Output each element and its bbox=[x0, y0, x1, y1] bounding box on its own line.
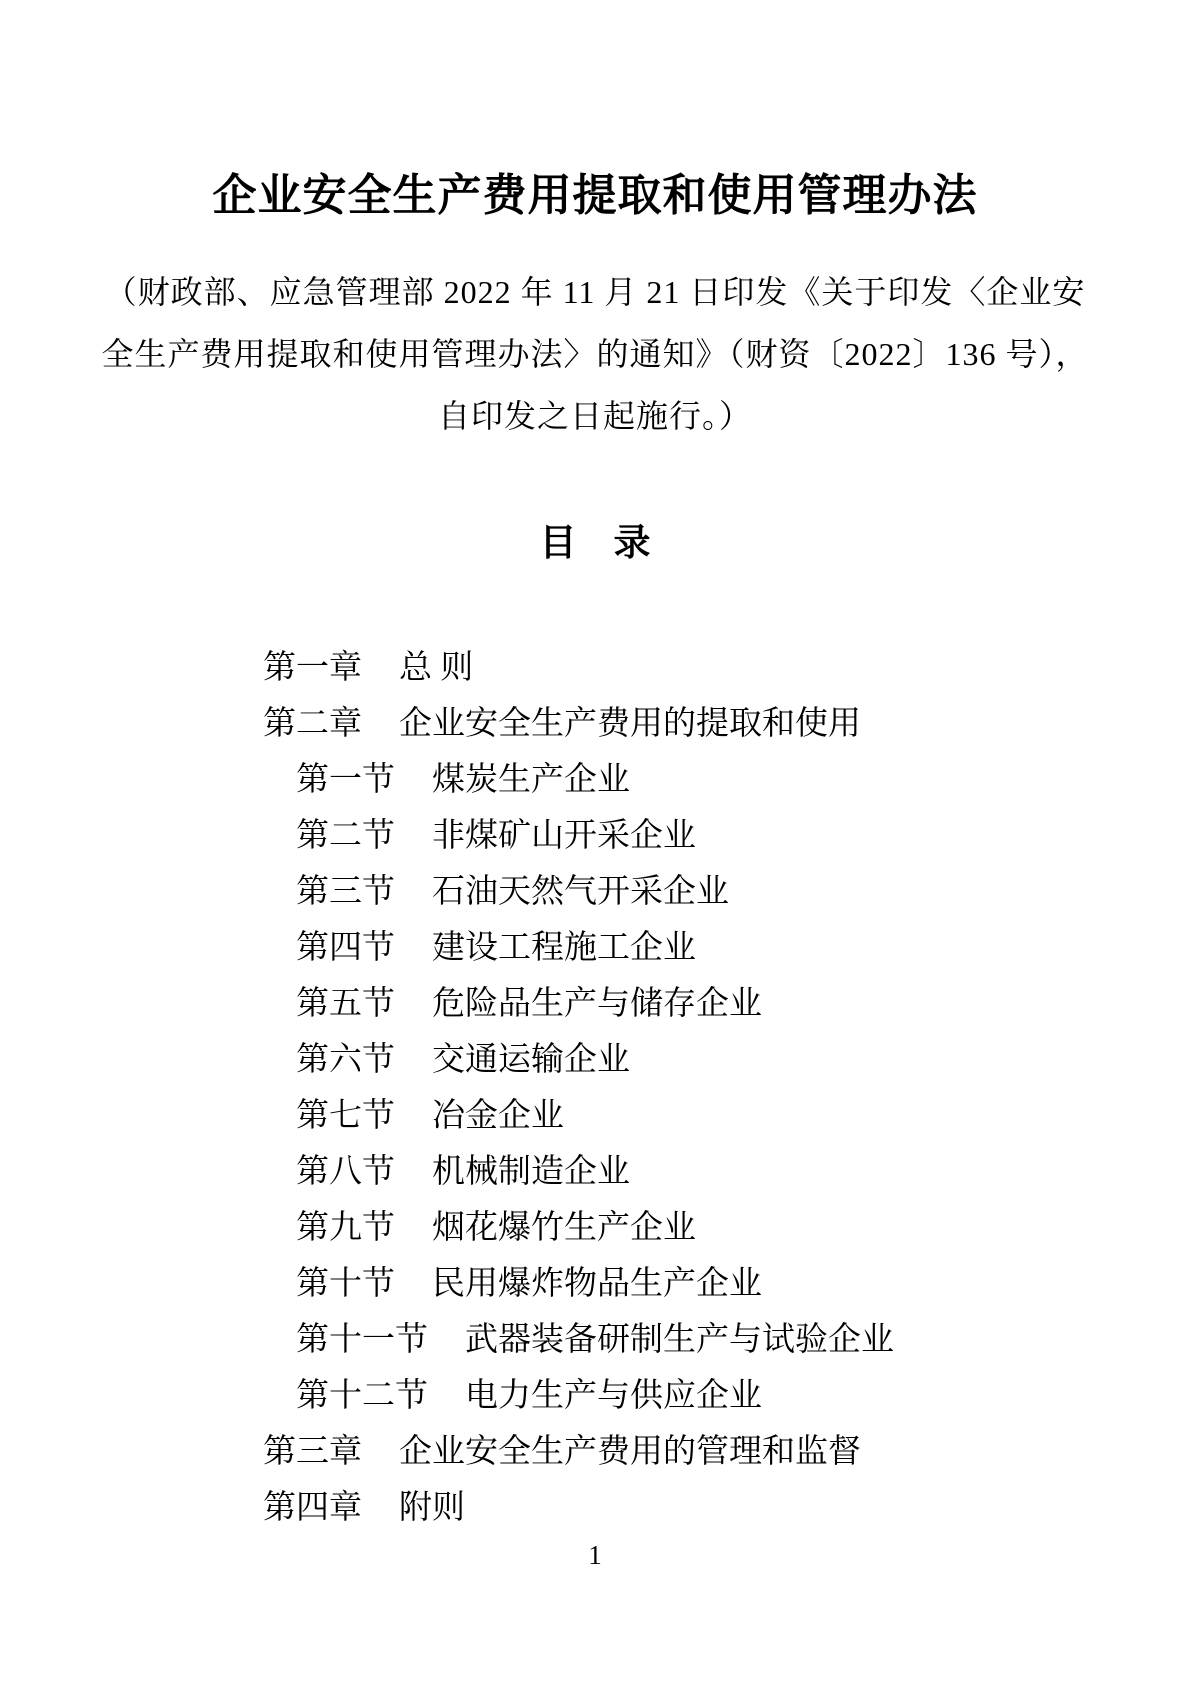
toc-item-title: 武器装备研制生产与试验企业 bbox=[465, 1322, 894, 1358]
toc-item-title: 电力生产与供应企业 bbox=[465, 1378, 762, 1414]
issuance-note-line-3: 自印发之日起施行。） bbox=[437, 398, 752, 434]
toc-item-section bbox=[0, 976, 1190, 1032]
toc-item-section bbox=[0, 1144, 1190, 1200]
toc-item-chapter bbox=[0, 640, 1190, 696]
toc-item-label: 第一章 bbox=[263, 650, 362, 686]
toc-item-label: 第十节 bbox=[296, 1266, 395, 1302]
toc-item-label: 第九节 bbox=[296, 1210, 395, 1246]
toc-item-title: 机械制造企业 bbox=[432, 1154, 630, 1190]
toc-list bbox=[0, 640, 1190, 1536]
toc-item-label: 第三节 bbox=[296, 874, 395, 910]
toc-item-label: 第四章 bbox=[263, 1490, 362, 1526]
toc-heading: 目 录 bbox=[539, 522, 651, 563]
toc-item-title: 烟花爆竹生产企业 bbox=[432, 1210, 696, 1246]
toc-item-label: 第五节 bbox=[296, 986, 395, 1022]
toc-item-title: 企业安全生产费用的管理和监督 bbox=[399, 1434, 861, 1470]
toc-item-section bbox=[0, 1200, 1190, 1256]
document-title: 企业安全生产费用提取和使用管理办法 bbox=[212, 171, 978, 220]
issuance-note-line-2: 全生产费用提取和使用管理办法〉的通知》（财资〔2022〕136 号）， bbox=[101, 336, 1089, 372]
toc-item-chapter bbox=[0, 696, 1190, 752]
toc-item-section bbox=[0, 808, 1190, 864]
issuance-note bbox=[95, 261, 1095, 447]
toc-item-title: 石油天然气开采企业 bbox=[432, 874, 729, 910]
toc-item-label: 第二章 bbox=[263, 706, 362, 742]
toc-item-section bbox=[0, 1032, 1190, 1088]
toc-item-label: 第一节 bbox=[296, 762, 395, 798]
toc-item-label: 第十二节 bbox=[296, 1378, 428, 1414]
toc-item-section bbox=[0, 752, 1190, 808]
toc-item-label: 第六节 bbox=[296, 1042, 395, 1078]
toc-item-title: 建设工程施工企业 bbox=[432, 930, 696, 966]
toc-item-title: 煤炭生产企业 bbox=[432, 762, 630, 798]
toc-item-title: 冶金企业 bbox=[432, 1098, 564, 1134]
toc-item-section bbox=[0, 1312, 1190, 1368]
toc-item-section bbox=[0, 1368, 1190, 1424]
toc-item-label: 第十一节 bbox=[296, 1322, 428, 1358]
toc-item-title: 企业安全生产费用的提取和使用 bbox=[399, 706, 861, 742]
toc-item-label: 第三章 bbox=[263, 1434, 362, 1470]
toc-item-section bbox=[0, 1256, 1190, 1312]
toc-item-title: 民用爆炸物品生产企业 bbox=[432, 1266, 762, 1302]
toc-item-chapter bbox=[0, 1424, 1190, 1480]
toc-item-label: 第七节 bbox=[296, 1098, 395, 1134]
toc-item-title: 总 则 bbox=[399, 650, 474, 686]
toc-item-section bbox=[0, 920, 1190, 976]
toc-item-label: 第二节 bbox=[296, 818, 395, 854]
toc-item-chapter bbox=[0, 1480, 1190, 1536]
page-number: 1 bbox=[588, 1540, 602, 1570]
toc-item-title: 非煤矿山开采企业 bbox=[432, 818, 696, 854]
issuance-note-line-1: （财政部、应急管理部 2022 年 11 月 21 日印发《关于印发〈企业安 bbox=[104, 274, 1086, 310]
toc-item-label: 第八节 bbox=[296, 1154, 395, 1190]
toc-item-title: 交通运输企业 bbox=[432, 1042, 630, 1078]
toc-item-title: 附则 bbox=[399, 1490, 465, 1526]
toc-item-section bbox=[0, 1088, 1190, 1144]
toc-item-section bbox=[0, 864, 1190, 920]
toc-item-title: 危险品生产与储存企业 bbox=[432, 986, 762, 1022]
toc-item-label: 第四节 bbox=[296, 930, 395, 966]
